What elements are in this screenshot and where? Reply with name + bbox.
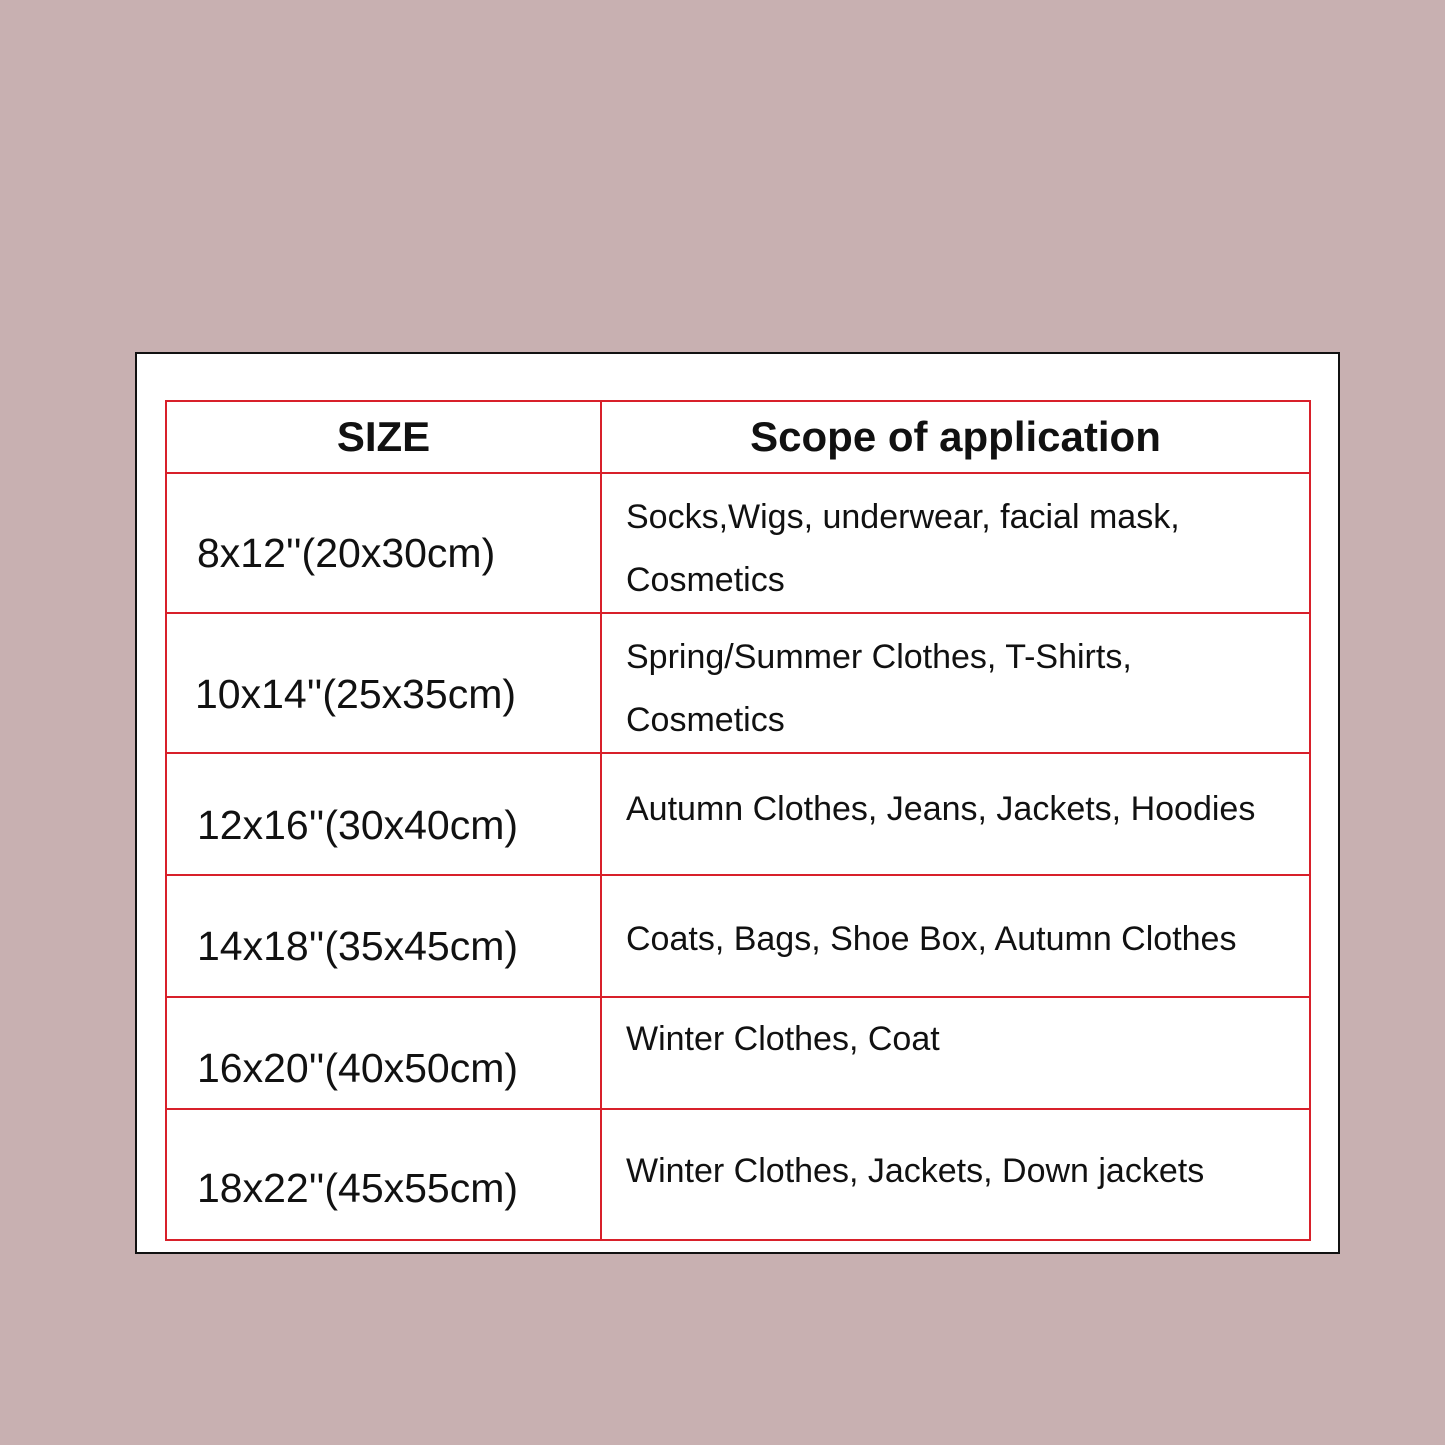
table-row (166, 997, 1310, 1109)
table-row (166, 1109, 1310, 1240)
size-value: 14x18''(35x45cm) (166, 875, 601, 997)
header-row (166, 401, 1310, 473)
table-row (166, 613, 1310, 753)
table-row (166, 875, 1310, 997)
scope-value (601, 613, 1310, 753)
scope-line: Winter Clothes, Jackets, Down jackets (626, 1152, 1205, 1190)
scope-value (601, 753, 1310, 875)
scope-value (601, 997, 1310, 1109)
scope-line: Socks,Wigs, underwear, facial mask, (626, 498, 1180, 536)
size-value: 16x20''(40x50cm) (166, 997, 601, 1109)
size-value: 18x22''(45x55cm) (166, 1109, 601, 1240)
scope-line: Spring/Summer Clothes, T-Shirts, (626, 638, 1132, 676)
scope-line: Winter Clothes, Coat (626, 1020, 940, 1058)
scope-value (601, 875, 1310, 997)
scope-value (601, 473, 1310, 613)
size-value: 10x14''(25x35cm) (166, 613, 601, 753)
size-value: 12x16''(30x40cm) (166, 753, 601, 875)
table-row (166, 473, 1310, 613)
size-column-header: SIZE (166, 401, 601, 473)
scope-line: Autumn Clothes, Jeans, Jackets, Hoodies (626, 790, 1256, 828)
table-row (166, 753, 1310, 875)
scope-value (601, 1109, 1310, 1240)
size-value: 8x12''(20x30cm) (166, 473, 601, 613)
scope-column-header: Scope of application (601, 401, 1310, 473)
scope-line: Cosmetics (626, 561, 785, 599)
size-chart-table (165, 400, 1311, 1241)
scope-line: Cosmetics (626, 701, 785, 739)
scope-line: Coats, Bags, Shoe Box, Autumn Clothes (626, 920, 1237, 958)
